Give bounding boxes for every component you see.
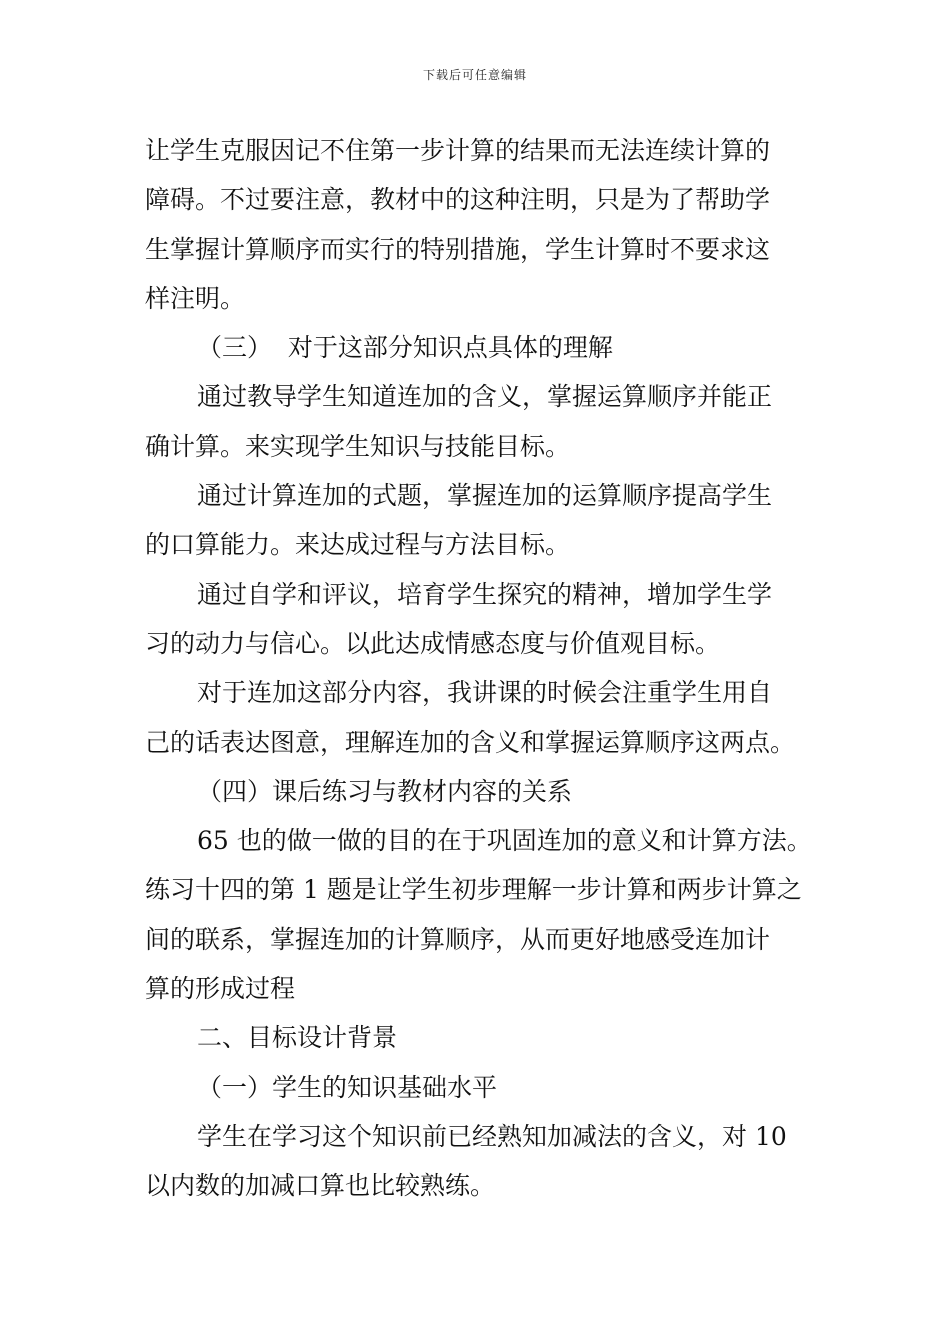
text-line: 算的形成过程 xyxy=(145,974,296,1004)
section-heading xyxy=(145,323,810,372)
section-heading xyxy=(145,1063,810,1112)
paragraph xyxy=(145,816,810,1013)
text-line: 学生在学习这个知识前已经熟知加减法的含义，对 10 xyxy=(197,1121,787,1151)
text-line: 通过教导学生知道连加的含义，掌握运算顺序并能正 xyxy=(197,382,773,412)
text-line: 对于连加这部分内容，我讲课的时候会注重学生用自 xyxy=(197,678,773,708)
paragraph xyxy=(145,1112,810,1211)
page-header: 下载后可任意编辑 xyxy=(422,68,527,82)
text-line: 的口算能力。来达成过程与方法目标。 xyxy=(145,530,571,560)
paragraph xyxy=(145,471,810,570)
text-line: 通过计算连加的式题，掌握连加的运算顺序提高学生 xyxy=(197,481,773,511)
paragraph xyxy=(145,126,810,323)
paragraph xyxy=(145,372,810,471)
paragraph xyxy=(145,668,810,767)
text-line: 己的话表达图意，理解连加的含义和掌握运算顺序这两点。 xyxy=(145,727,796,757)
text-line: （一）学生的知识基础水平 xyxy=(197,1072,498,1102)
text-line: 二、目标设计背景 xyxy=(197,1023,398,1053)
text-line: （四）课后练习与教材内容的关系 xyxy=(197,776,573,806)
section-heading xyxy=(145,767,810,816)
text-line: 通过自学和评议，培育学生探究的精神，增加学生学 xyxy=(197,579,773,609)
text-line: 让学生克服因记不住第一步计算的结果而无法连续计算的 xyxy=(145,136,771,165)
text-line: 生掌握计算顺序而实行的特别措施，学生计算时不要求这 xyxy=(145,234,771,264)
text-line: 习的动力与信心。以此达成情感态度与价值观目标。 xyxy=(145,628,721,658)
text-line: 65 也的做一做的目的在于巩固连加的意义和计算方法。 xyxy=(197,826,812,856)
text-line: 样注明。 xyxy=(145,283,246,313)
text-line: 确计算。来实现学生知识与技能目标。 xyxy=(145,431,571,461)
document-body xyxy=(145,126,810,1211)
text-line: （三） 对于这部分知识点具体的理解 xyxy=(197,333,613,363)
section-heading xyxy=(145,1013,810,1062)
text-line: 障碍。不过要注意，教材中的这种注明，只是为了帮助学 xyxy=(145,185,771,215)
text-line: 以内数的加减口算也比较熟练。 xyxy=(145,1171,496,1201)
text-line: 练习十四的第 1 题是让学生初步理解一步计算和两步计算之 xyxy=(145,875,802,905)
text-line: 间的联系，掌握连加的计算顺序，从而更好地感受连加计 xyxy=(145,924,771,954)
paragraph xyxy=(145,570,810,669)
